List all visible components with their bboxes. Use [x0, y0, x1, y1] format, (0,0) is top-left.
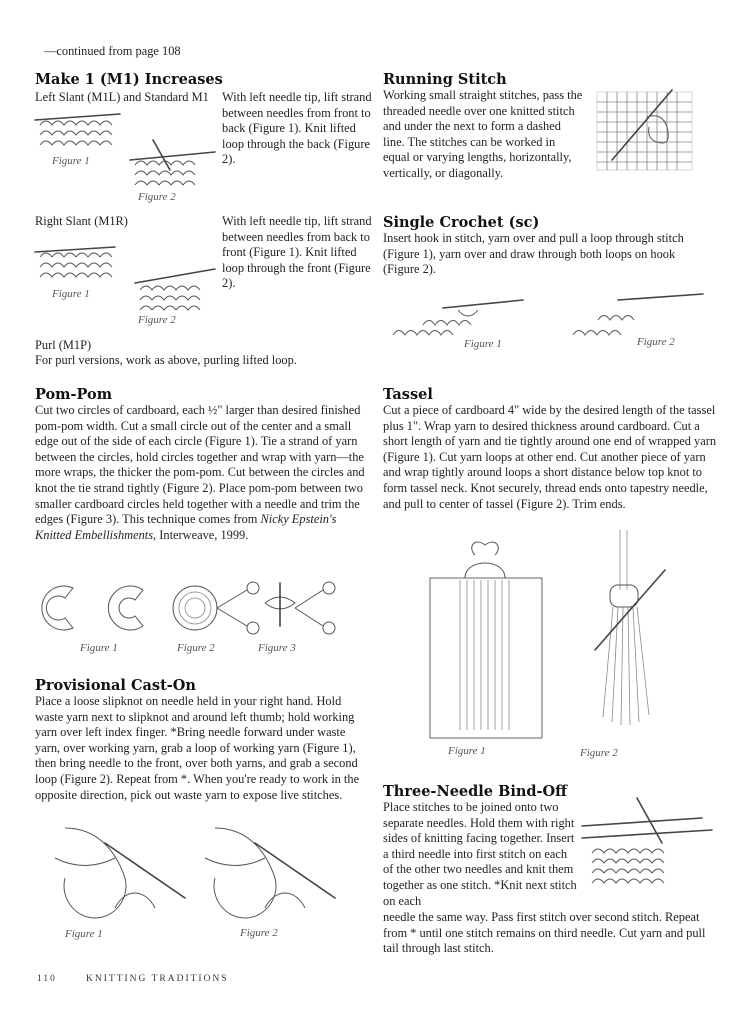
pompom-book-title: Nicky Epstein's Knitted Embellishments	[35, 512, 337, 542]
m1-left-text: With left needle tip, lift strand between needles from front to back (Figure 1). Knit lifted loop through the back (Figure 2).	[222, 90, 372, 167]
tassel-illustration	[425, 530, 695, 740]
threeneedle-text-narrow: Place stitches to be joined onto two separate needles. Hold them with right sides of knitting facing together. Insert a third needle into first stitch on each of the other two needles and knit them together as one stitch. *Knit next stitch on each	[383, 800, 577, 908]
crochet-text: Insert hook in stitch, yarn over and pull a loop through stitch (Figure 1), yarn over and draw through both loops on hook (Figure 2).	[383, 231, 684, 277]
pompom-illustration	[35, 578, 350, 638]
m1-right-label: Right Slant (M1R)	[35, 214, 128, 228]
crochet-figure1-caption: Figure 1	[464, 338, 502, 350]
crochet-heading: Single Crochet (sc)	[383, 214, 540, 231]
knitted-swatch-left	[35, 114, 120, 145]
m1-purl-text: For purl versions, work as above, purling lifted loop.	[35, 353, 297, 367]
m1-left-figure1-caption: Figure 1	[52, 155, 90, 167]
running-heading: Running Stitch	[383, 71, 507, 88]
threeneedle-heading: Three-Needle Bind-Off	[383, 783, 568, 800]
pompom-text	[35, 403, 370, 543]
knitted-swatch-right	[130, 140, 215, 185]
m1-purl-label: Purl (M1P)	[35, 338, 92, 352]
pompom-heading: Pom-Pom	[35, 386, 113, 403]
pompom-figure2-caption: Figure 2	[177, 642, 215, 654]
tassel-heading: Tassel	[383, 386, 433, 403]
tassel-figure1-caption: Figure 1	[448, 745, 486, 757]
m1-right-text: With left needle tip, lift strand between needles from back to front (Figure 1). Knit lifted loop through the front (Figure 2).	[222, 214, 372, 291]
threeneedle-text-wide: needle the same way. Pass first stitch over second stitch. Repeat from * until one stitch remains on third needle. Cut yarn and pull tail through last stitch.	[383, 910, 706, 956]
m1-right-figure2-caption: Figure 2	[138, 314, 176, 326]
pompom-text-main: Cut two circles of cardboard, each ½" larger than desired finished pom-pom width. Cut a small circle out of the center and a small edge out of the side of each circle (Figure 1). Tie a strand of yarn between the circles, hold circles together and wrap with yarn—the more wraps, the thicker the pom-pom. Cut between the circles and knot the tie strand tightly (Figure 2). Place pom-pom between two smaller cardboard circles held together with a needle and trim the edges (Figure 3). This technique comes from	[35, 403, 365, 527]
provisional-figure2-caption: Figure 2	[240, 927, 278, 939]
tassel-figure2-caption: Figure 2	[580, 747, 618, 759]
provisional-heading: Provisional Cast-On	[35, 677, 196, 694]
pompom-figure3-caption: Figure 3	[258, 642, 296, 654]
three-needle-bind-off-illustration	[582, 798, 717, 903]
running-text: Working small straight stitches, pass the threaded needle over one knitted stitch and under the next to form a dashed line. The stitches can be worked in equal or varying lengths, horizontally, vertically, or diagonally.	[383, 88, 583, 180]
provisional-cast-on-illustration	[45, 818, 355, 933]
pompom-text-end: , Interweave, 1999.	[153, 527, 249, 542]
m1-left-label: Left Slant (M1L) and Standard M1	[35, 90, 209, 104]
provisional-figure1-caption: Figure 1	[65, 928, 103, 940]
footer-title: KNITTING TRADITIONS	[86, 974, 229, 984]
footer-page-number: 110	[37, 974, 57, 984]
tassel-text: Cut a piece of cardboard 4" wide by the desired length of the tassel plus 1". Wrap yarn to desired thickness around cardboard. Cut a short length of yarn and tie tightly around one end of wrapped yarn (Figure 1). Cut yarn loops at other end. Cut another piece of yarn and wrap tightly around loops a short distance below top knot to form tassel neck. Knot securely, thread ends onto tapestry needle, and pull to center of tassel (Figure 2). Trim ends.	[383, 403, 717, 511]
continued-note: —continued from page 108	[44, 44, 181, 58]
m1-left-figure2-caption: Figure 2	[138, 191, 176, 203]
pompom-figure1-caption: Figure 1	[80, 642, 118, 654]
m1-heading: Make 1 (M1) Increases	[35, 71, 223, 88]
running-stitch-illustration	[592, 82, 702, 177]
m1-right-figure1-caption: Figure 1	[52, 288, 90, 300]
provisional-text: Place a loose slipknot on needle held in your right hand. Hold waste yarn next to slipknot and around left thumb; hold working yarn over left index finger. *Bring needle forward under waste yarn, over working yarn, grab a loop of working yarn (Figure 1), then bring needle to the front, over both yarns, and grab a second loop (Figure 2). Repeat from *. When you're ready to work in the opposite direction, pick out waste yarn to expose live stitches.	[35, 694, 360, 802]
crochet-figure2-caption: Figure 2	[637, 336, 675, 348]
